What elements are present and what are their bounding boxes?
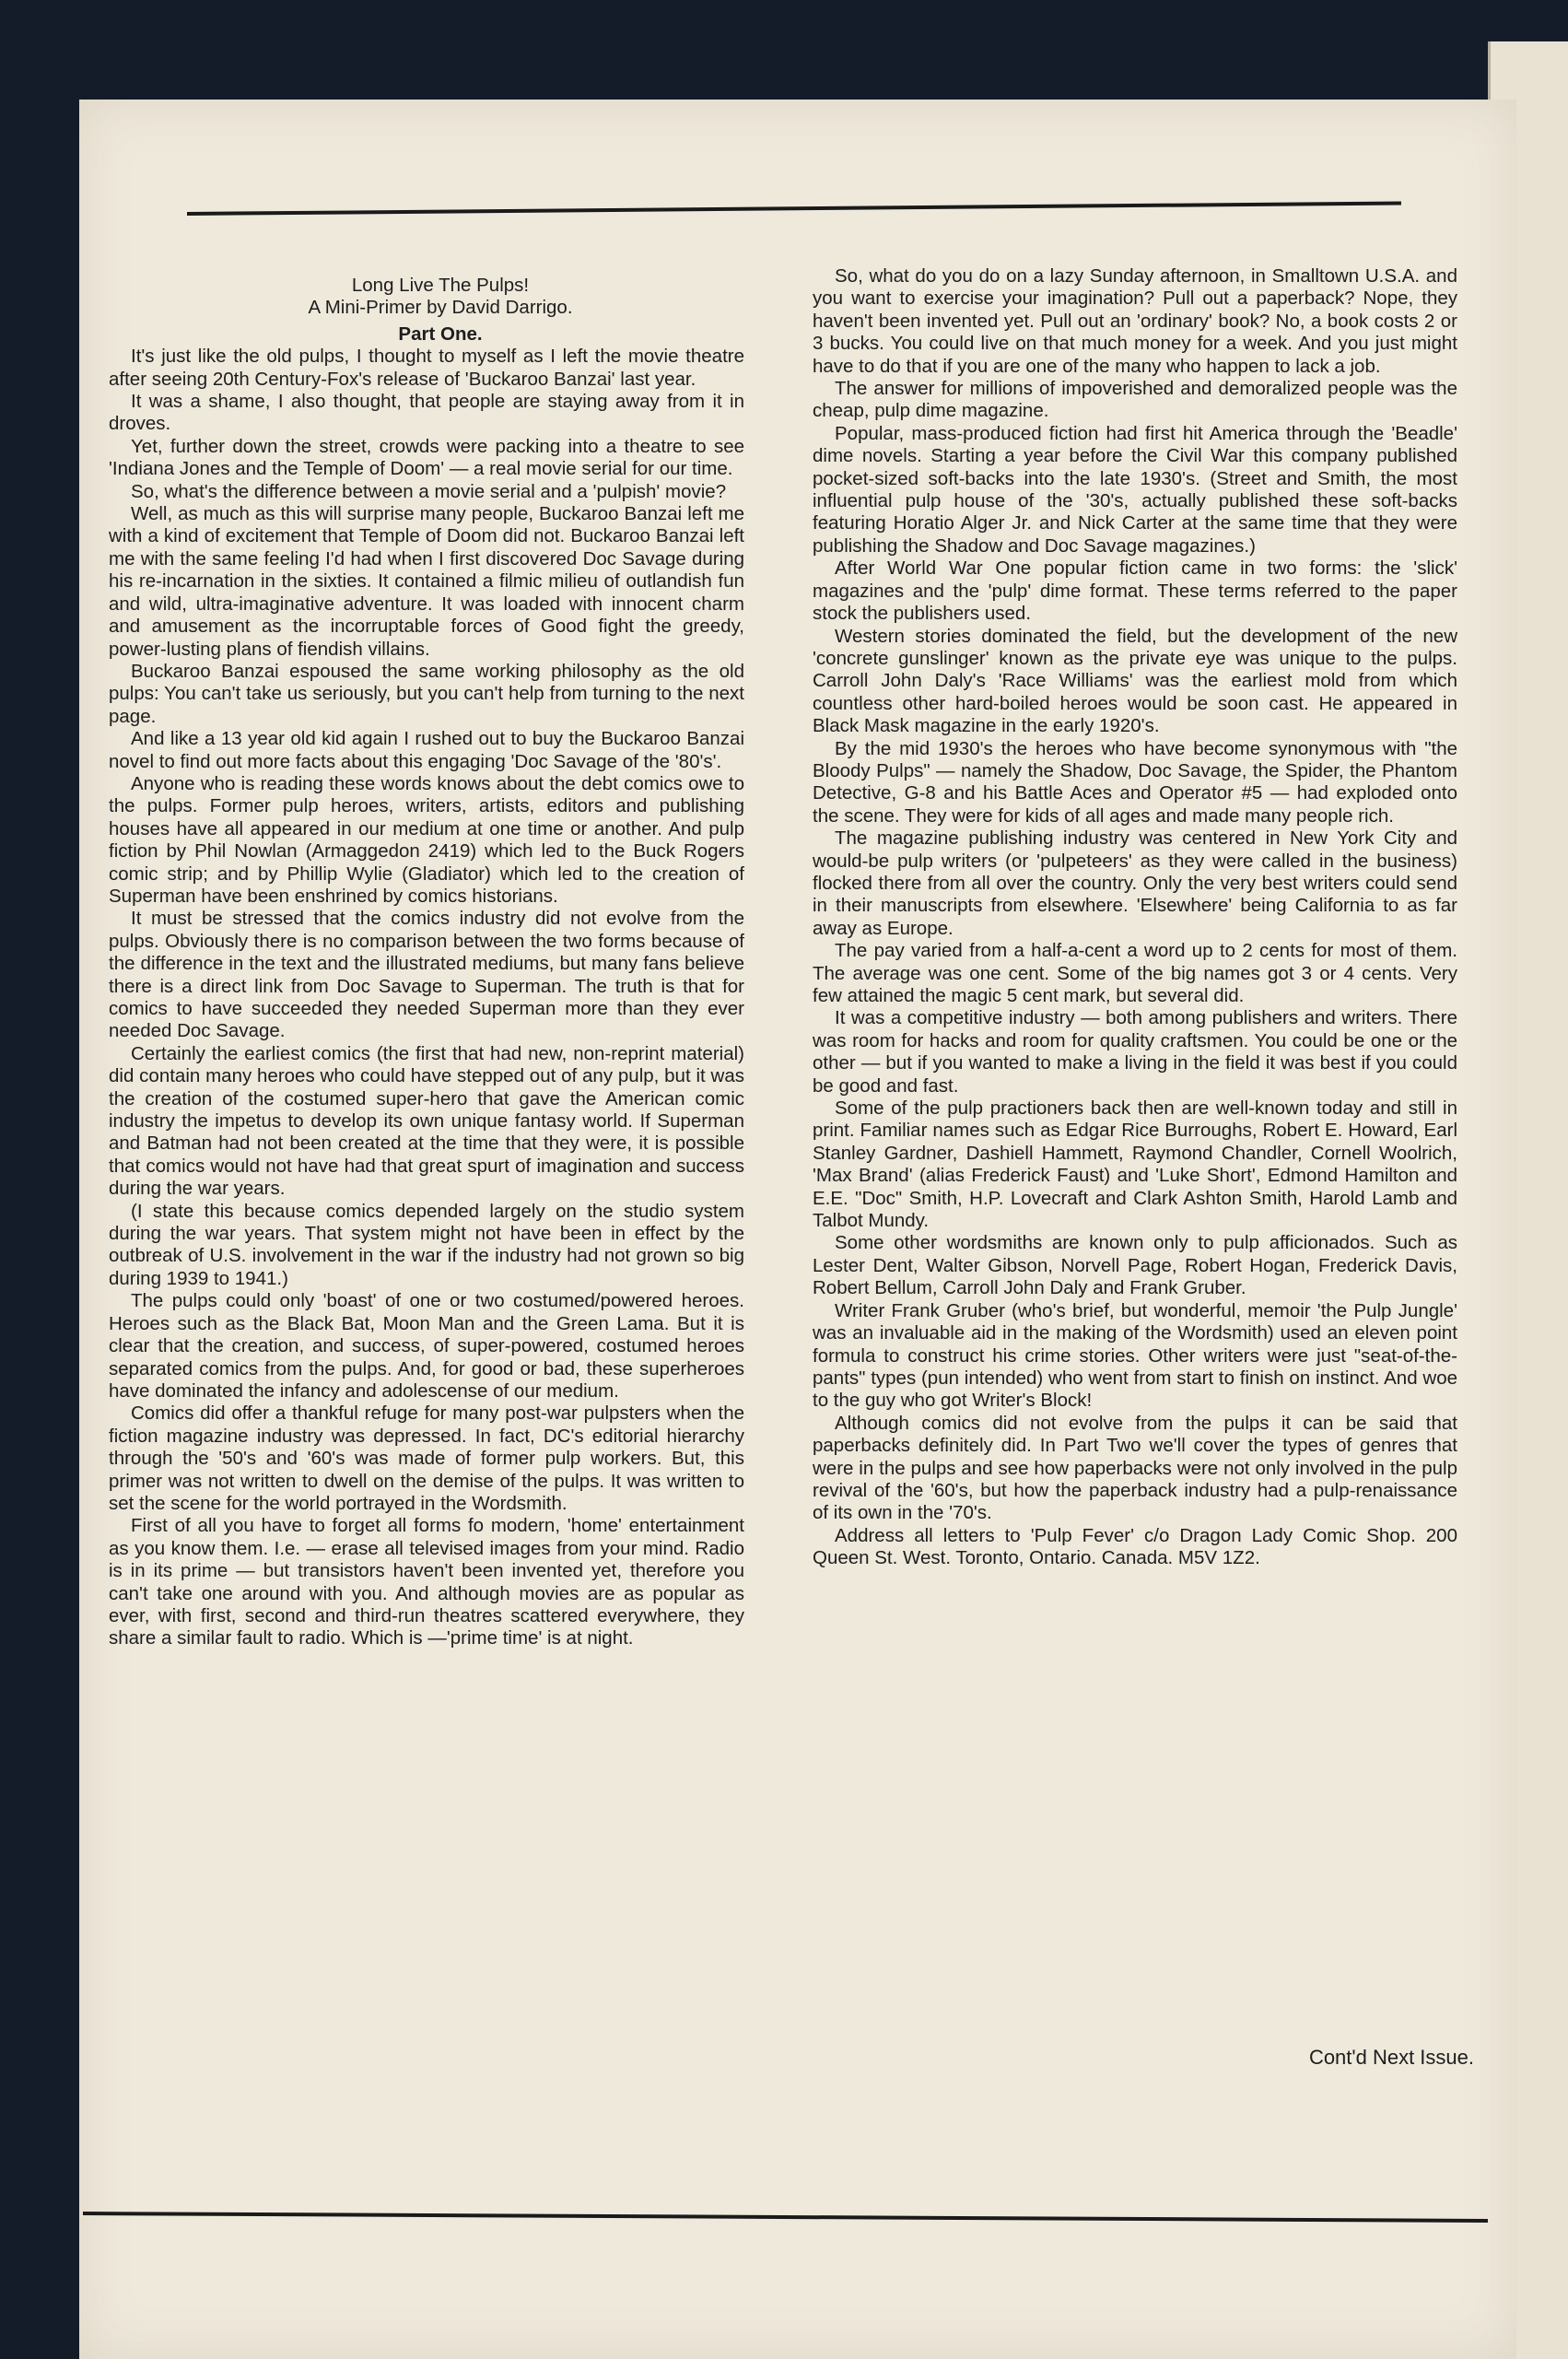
paragraph: Certainly the earliest comics (the first that had new, non-reprint material) did contain many heroes who could have stepped out of any pulp, but it was the creation of the costumed super-hero that gave the American comic industry the impetus to develop its own unique fantasy world. If Superman and Batman had not been created at the time that they were, it is possible that comics would not have had that great spurt of imagination and success during the war years. <box>109 1042 744 1200</box>
paragraph: (I state this because comics depended largely on the studio system during the war years. That system might not have been in effect by the outbreak of U.S. involvement in the war if the industry had not grown so big during 1939 to 1941.) <box>109 1200 744 1289</box>
paragraph: The pay varied from a half-a-cent a word up to 2 cents for most of them. The average was one cent. Some of the big names got 3 or 4 cents. Very few attained the magic 5 cent mark, but several did. <box>813 940 1457 1006</box>
paragraph: So, what do you do on a lazy Sunday afternoon, in Smalltown U.S.A. and you want to exercise your imagination? Pull out a paperback? Nope, they haven't been invented yet. Pull out an 'ordinary' book? No, a book costs 2 or 3 bucks. You could live on that much money for a week. And you just might have to do that if you are one of the many who happen to lack a job. <box>813 265 1457 377</box>
paragraph: It was a competitive industry — both among publishers and writers. There was room for hacks and room for quality craftsmen. You could be one or the other — but if you wanted to make a living in the field it was best if you could be good and fast. <box>813 1007 1457 1097</box>
paragraph: So, what's the difference between a movie serial and a 'pulpish' movie? <box>131 480 727 502</box>
paragraph: First of all you have to forget all forms fo modern, 'home' entertainment as you know them. I.e. — erase all televised images from your mind. Radio is in its prime — but transistors haven't been invented yet, therefore you can't take one around with you. And although movies are as popular as ever, with first, second and third-run theatres scattered everywhere, they share a similar fault to radio. Which is —'prime time' is at night. <box>109 1515 744 1649</box>
paragraph: Anyone who is reading these words knows about the debt comics owe to the pulps. Former pulp heroes, writers, artists, editors and publishing houses have all appeared in our medium at one time or another. And pulp fiction by Phil Nowlan (Armaggedon 2419) which led to the Buck Rogers comic strip; and by Phillip Wylie (Gladiator) which led to the creation of Superman have been enshrined by comics historians. <box>109 772 744 907</box>
paragraph: Yet, further down the street, crowds were packing into a theatre to see 'Indiana Jones and the Temple of Doom' — a real movie serial for our time. <box>109 435 744 480</box>
paragraph: It was a shame, I also thought, that people are staying away from it in droves. <box>109 391 744 435</box>
paragraph: Some other wordsmiths are known only to pulp afficionados. Such as Lester Dent, Walter Gibson, Norvell Page, Robert Hogan, Frederick Davis, Robert Bellum, Carroll John Daly and Frank Gruber. <box>813 1232 1457 1299</box>
paragraph: Writer Frank Gruber (who's brief, but wonderful, memoir 'the Pulp Jungle' was an invaluable aid in the making of the Wordsmith) used an eleven point formula to construct his crime stories. Other writers were just "seat-of-the-pants" types (pun intended) who went from start to finish on instinct. And woe to the guy who got Writer's Block! <box>813 1299 1457 1412</box>
paragraph: The magazine publishing industry was centered in New York City and would-be pulp writers (or 'pulpeteers' as they were called in the business) flocked there from all over the country. Only the very best writers could send in their manuscripts from elsewhere. 'Elsewhere' being California to as far away as Europe. <box>813 827 1457 939</box>
paragraph: Well, as much as this will surprise many people, Buckaroo Banzai left me with a kind of excitement that Temple of Doom did not. Buckaroo Banzai left me with the same feeling I'd had when I first discovered Doc Savage during his re-incarnation in the sixties. It contained a filmic milieu of outlandish fun and wild, ultra-imaginative adventure. It was loaded with innocent charm and amusement as the incorruptable forces of Good fight the greedy, power-lusting plans of fiendish villains. <box>109 503 744 660</box>
paragraph: Comics did offer a thankful refuge for many post-war pulpsters when the fiction magazine industry was depressed. In fact, DC's editorial hierarchy through the '50's and '60's was made of former pulp workers. But, this primer was not written to dwell on the demise of the pulps. It was written to set the scene for the world portrayed in the Wordsmith. <box>109 1402 744 1514</box>
paragraph: Popular, mass-produced fiction had first hit America through the 'Beadle' dime novels. Starting a year before the Civil War this company published pocket-sized soft-backs into the late 1930's. (Street and Smith, the most influential pulp house of the '30's, actually published these soft-backs featuring Horatio Alger Jr. and Nick Carter at the same time that they were publishing the Shadow and Doc Savage magazines.) <box>813 422 1457 557</box>
paragraph: It's just like the old pulps, I thought to myself as I left the movie theatre after seeing 20th Century-Fox's release of 'Buckaroo Banzai' last year. <box>109 346 744 390</box>
paragraph: The answer for millions of impoverished and demoralized people was the cheap, pulp dime magazine. <box>813 378 1457 422</box>
paragraph: And like a 13 year old kid again I rushed out to buy the Buckaroo Banzai novel to find out more facts about this engaging 'Doc Savage of the '80's'. <box>109 728 744 772</box>
continued-note: Cont'd Next Issue. <box>1308 2046 1474 2069</box>
right-column <box>813 265 1457 1570</box>
paragraph: Western stories dominated the field, but the development of the new 'concrete gunslinger' known as the private eye was unique to the pulps. Carroll John Daly's 'Race Williams' was the earliest mold from which countless other hard-boiled heroes would be soon cast. He appeared in Black Mask magazine in the early 1920's. <box>813 625 1457 737</box>
paragraph: Buckaroo Banzai espoused the same working philosophy as the old pulps: You can't take us seriously, but you can't help from turning to the next page. <box>109 660 744 727</box>
article-header <box>173 275 708 346</box>
paragraph: After World War One popular fiction came in two forms: the 'slick' magazines and the 'pulp' dime format. These terms referred to the paper stock the publishers used. <box>813 557 1457 625</box>
paragraph: Some of the pulp practioners back then are well-known today and still in print. Familiar names such as Edgar Rice Burroughs, Robert E. Howard, Earl Stanley Gardner, Dashiell Hammett, Raymond Chandler, Cornell Woolrich, 'Max Brand' (alias Frederick Faust) and 'Luke Short', Edmond Hamilton and E.E. "Doc" Smith, H.P. Lovecraft and Clark Ashton Smith, Harold Lamb and Talbot Mundy. <box>813 1097 1457 1232</box>
paragraph: Although comics did not evolve from the pulps it can be said that paperbacks definitely did. In Part Two we'll cover the types of genres that were in the pulps and see how paperbacks were not only involved in the pulp revival of the '60's, but how the paperback industry had a pulp-renaissance of its own in the '70's. <box>813 1412 1457 1524</box>
left-column <box>109 275 744 1650</box>
paragraph: Address all letters to 'Pulp Fever' c/o Dragon Lady Comic Shop. 200 Queen St. West. Toronto, Ontario. Canada. M5V 1Z2. <box>813 1524 1457 1569</box>
article-byline: A Mini-Primer by David Darrigo. <box>308 297 573 319</box>
article-title: Long Live The Pulps! <box>351 275 530 296</box>
paragraph: It must be stressed that the comics industry did not evolve from the pulps. Obviously there is no comparison between the two forms because of the difference in the text and the illustrated mediums, but many fans believe there is a direct link from Doc Savage to Superman. The truth is that for comics to have succeeded they needed Superman more than they ever needed Doc Savage. <box>109 908 744 1042</box>
paragraph: The pulps could only 'boast' of one or two costumed/powered heroes. Heroes such as the Black Bat, Moon Man and the Green Lama. But it is clear that the creation, and success, of super-powered, costumed heroes separated comics from the pulps. And, for good or bad, these superheroes have dominated the infancy and adolescense of our medium. <box>109 1290 744 1402</box>
part-heading: Part One. <box>398 323 483 345</box>
paragraph: By the mid 1930's the heroes who have become synonymous with "the Bloody Pulps" — namely the Shadow, Doc Savage, the Spider, the Phantom Detective, G-8 and his Battle Aces and Operator #5 — had exploded onto the scene. They were for kids of all ages and made many people rich. <box>813 737 1457 827</box>
